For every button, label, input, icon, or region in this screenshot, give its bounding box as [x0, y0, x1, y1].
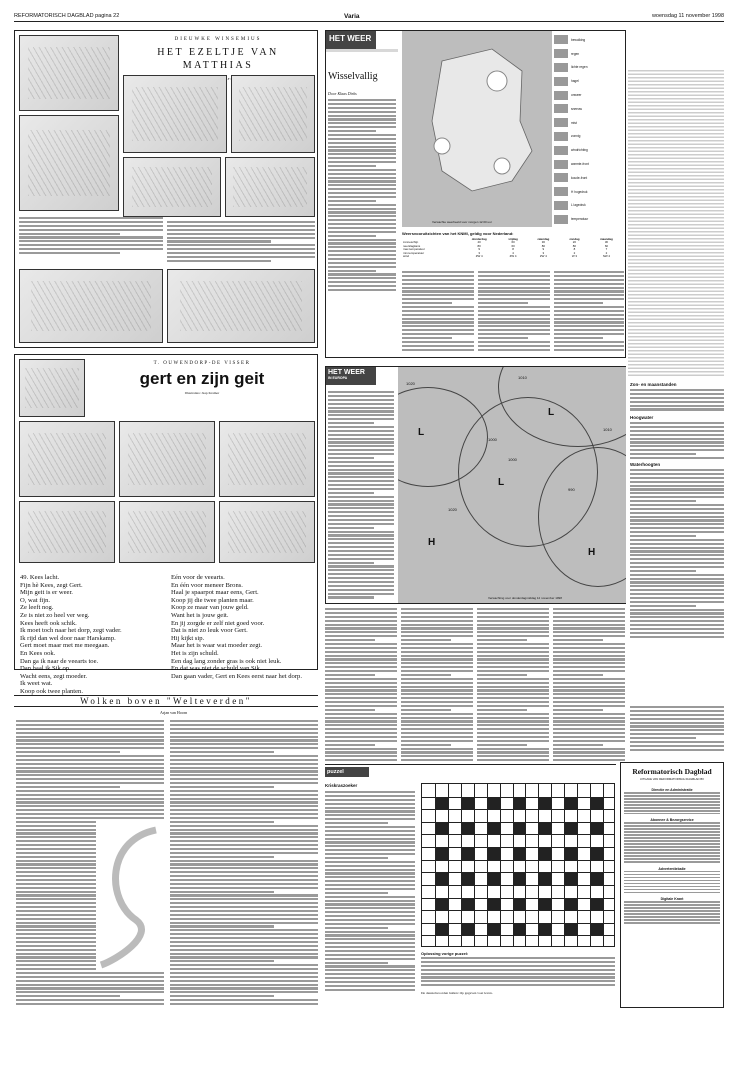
legend-label: bewolking	[571, 37, 586, 42]
legend-label: koude-front	[571, 175, 588, 180]
poem-line: Dat is niet zo leuk voor Gert.	[171, 627, 248, 635]
legend-item	[554, 171, 624, 185]
poem-line: Koop ook twee planten.	[20, 687, 83, 695]
isobar-label: 1020	[406, 381, 415, 386]
weather-symbol-icon	[554, 49, 568, 58]
europe-weather	[325, 366, 626, 604]
poem-line: Ik rijd dan wel door naar Harskamp.	[20, 634, 116, 642]
comic-ezeltje	[14, 30, 318, 348]
comic-panel	[19, 115, 119, 211]
europe-map-caption: Verwachting voor donderdagmiddag 12 november 1998	[488, 596, 562, 600]
comic2-title: gert en zijn geit	[139, 369, 265, 388]
poem-line: Gert moet maar met me meegaan.	[20, 642, 110, 650]
colophon-heading: Advertentiebalie	[658, 866, 686, 871]
answer-footer: De deustelwoorden luiden: Op gegeven voet leven.	[421, 991, 493, 995]
legend-item	[554, 199, 624, 213]
answer-title: Oplossing vorige puzzel:	[421, 951, 469, 956]
sun-title: Zon- en maanstanden	[630, 382, 677, 387]
map-caption: Verwachte weerbeeld voor morgen 12.00 uur	[432, 220, 492, 224]
high-pressure-label: H	[588, 547, 596, 558]
poem-line: Koop jij die twee planten maar.	[171, 596, 254, 604]
comic2-kicker: T. OUWENDORP-DE VISSER	[153, 361, 251, 366]
legend-item	[554, 143, 624, 157]
isobar-label: 990	[568, 487, 575, 492]
legend-label: warmte-front	[571, 162, 589, 167]
weather-symbol-icon	[554, 173, 568, 182]
weather-section	[325, 30, 626, 358]
rainbow-swirl-icon	[96, 820, 164, 970]
colophon	[620, 762, 724, 1008]
story-title: Wolken boven "Welteverden"	[80, 696, 252, 706]
legend-item	[554, 74, 624, 88]
poem-line: Haal je spaarpot maar eens, Gert.	[171, 589, 259, 597]
poem-line: Dan gaan vader, Gert en Kees eerst naar het dorp.	[171, 672, 302, 680]
europe-text	[328, 391, 394, 601]
table-row: max.temperatuur 9 8 9 8 7	[403, 247, 608, 252]
comic-panel	[19, 501, 115, 563]
legend-item	[554, 47, 624, 61]
poem-line: Een dag lang zonder gras is ook niet leuk.	[171, 657, 282, 665]
story-col-2	[170, 720, 318, 1010]
netherlands-weather-map	[402, 31, 552, 227]
poem-line: En jij zorgde er zelf niet goed voor.	[171, 619, 265, 627]
isobar-label: 1010	[518, 375, 527, 380]
weather-symbol-icon	[554, 146, 568, 155]
forecast-table-title: Weersvooruitzichten van het KNMI, geldig voor Nederland:	[402, 231, 514, 236]
europe-weather-map	[398, 367, 626, 603]
poem-line: Ze leeft nog.	[20, 604, 54, 612]
legend-label: L lagedruk	[571, 203, 586, 208]
legend-label: windrichting	[571, 148, 588, 153]
legend-item	[554, 212, 624, 226]
weather-symbol-icon	[554, 160, 568, 169]
weather-text-7	[477, 608, 549, 768]
comic-panel	[19, 35, 119, 111]
legend-label: zonnig	[571, 134, 581, 139]
colophon-heading: Abonnee & Bezorgservice	[650, 818, 694, 823]
poem-line: Maar het is waar wat moeder zegt.	[171, 642, 262, 650]
weather-text-5	[325, 608, 397, 768]
header-date: woensdag 11 november 1998	[651, 13, 724, 19]
poem-line: Koop ze maar van jouw geld.	[171, 604, 249, 612]
comic-panel	[19, 269, 163, 343]
comic-panel	[167, 269, 315, 343]
poem-line: Wacht eens, zegt moeder.	[20, 672, 88, 680]
poem-line: Ik moet toch naar het dorp, zegt vader.	[20, 627, 122, 635]
europe-logo-text: HET WEER	[328, 369, 365, 376]
weather-logo: HET WEER	[326, 31, 376, 49]
legend-item	[554, 185, 624, 199]
legend-item	[554, 116, 624, 130]
weather-text-6	[401, 608, 473, 768]
table-row: wind ZW 4 ZW 4 ZW 4 W 3 NW 4	[403, 254, 611, 259]
city-temperature-table	[628, 68, 724, 378]
legend-label: temperatuur	[571, 217, 589, 222]
isobar-label: 1010	[603, 427, 612, 432]
low-pressure-label: L	[418, 427, 425, 438]
poem-line: Fijn hè Kees, zegt Gert.	[20, 581, 83, 589]
comic-panel	[219, 421, 315, 497]
comic-panel	[219, 501, 315, 563]
europe-logo	[326, 367, 376, 385]
weather-byline: Door Klaas Dirks	[328, 91, 357, 96]
poem-left	[20, 574, 168, 696]
section-title: Varia	[344, 13, 360, 20]
crossword-grid[interactable]	[421, 783, 615, 947]
story-header	[14, 695, 318, 707]
legend-label: regen	[571, 51, 580, 56]
low-pressure-label: L	[498, 477, 505, 488]
comic-panel	[119, 501, 215, 563]
table-row: neerslagkans 80 60 80 80 60	[403, 243, 609, 248]
legend-item	[554, 88, 624, 102]
puzzle-label: puzzel	[325, 767, 369, 777]
legend-item	[554, 61, 624, 75]
weather-title: Wisselvallig	[328, 71, 378, 82]
weather-symbol-icon	[554, 215, 568, 224]
colophon-heading: Directie en Administratie	[651, 788, 693, 792]
poem-line: O, wat fijn.	[20, 596, 51, 604]
isobar-label: 1000	[488, 437, 497, 442]
weather-symbol-icon	[554, 104, 568, 113]
legend-item	[554, 130, 624, 144]
poem-line: Eén voor de veearts.	[171, 574, 225, 581]
weather-text-9	[630, 706, 724, 754]
poem-line: Want het is jouw geit.	[171, 611, 229, 619]
isobar-label: 1020	[448, 507, 457, 512]
low-pressure-label: L	[548, 407, 555, 418]
legend-label: hagel	[571, 79, 579, 84]
colophon-sub: UITGAVE VAN REFORMATORISCH DAGBLAD BV	[639, 777, 705, 781]
poem-line: 49. Kees lacht.	[20, 574, 60, 581]
legend-label: onweer	[571, 93, 582, 98]
puzzle-subtitle: Kriskraszoeker	[325, 783, 358, 788]
hoogwater-title: Hoogwater	[630, 415, 654, 420]
legend-item	[554, 33, 624, 47]
table-row: min.temperatuur 3 4 3 2 2	[403, 250, 608, 255]
weather-text	[328, 99, 396, 295]
legend-label: mist	[571, 120, 577, 125]
comic-panel	[19, 421, 115, 497]
answer-text	[421, 957, 615, 989]
header-left: REFORMATORISCH DAGBLAD pagina 22	[14, 13, 120, 19]
forecast-table	[402, 238, 624, 259]
comic-panel	[123, 75, 227, 153]
poem-line: Hij kijkt sip.	[171, 634, 205, 642]
poem-line: En Kees ook.	[20, 649, 56, 657]
weather-symbol-icon	[554, 118, 568, 127]
comic-panel	[19, 359, 85, 417]
comic-panel	[119, 421, 215, 497]
poem-line: Ik weet wat.	[20, 680, 53, 688]
weather-symbol-icon	[554, 91, 568, 100]
puzzle-section	[325, 764, 616, 994]
europe-logo-sub: IN EUROPA	[328, 376, 348, 380]
waterhoogten-title: Waterhoogten	[630, 462, 661, 467]
poem-line: Mijn geit is er weer.	[20, 589, 73, 597]
poem-right	[171, 574, 317, 680]
story-author: Arjan van Hoorn	[160, 710, 188, 715]
comic-panel	[225, 157, 315, 217]
weather-legend	[554, 33, 624, 226]
comic2-credit: Illustraties: Jaap Kramer	[184, 391, 220, 395]
comic-title: HET EZELTJE VAN MATTHIAS	[157, 47, 279, 71]
comic-panel	[123, 157, 221, 217]
colophon-heading: Digitale Krant	[660, 897, 684, 902]
poem-line: Ze is niet zo heel ver weg.	[20, 611, 90, 619]
weather-symbol-icon	[554, 132, 568, 141]
table-row: zonneschijn 40 60 30 20 30	[403, 240, 609, 245]
weather-text-4	[554, 271, 624, 355]
weather-symbol-icon	[554, 35, 568, 44]
weather-symbol-icon	[554, 187, 568, 196]
weather-text-2	[402, 271, 474, 355]
comic-kicker: DIEUWKE WINSEMIUS	[174, 37, 262, 42]
poem-line: Dan haal ik Sik op.	[20, 665, 71, 673]
legend-label: sneeuw	[571, 106, 582, 111]
poem-line: En dat was niet de schuld van Sik.	[171, 665, 262, 673]
comic-panel	[231, 75, 315, 153]
poem-line: Dan ga ik naar de veearts toe.	[20, 657, 99, 665]
weather-symbol-icon	[554, 201, 568, 210]
poem-line: Het is zijn schuld.	[171, 649, 219, 657]
colophon-title: Reformatorisch Dagblad	[632, 767, 712, 776]
comic2-title-block	[89, 361, 315, 395]
legend-item	[554, 102, 624, 116]
weather-text-8	[553, 608, 625, 768]
puzzle-clues	[325, 791, 415, 1001]
story-figure	[96, 820, 164, 970]
table-row: donderdag vrijdag zaterdag zondag maandag	[471, 237, 613, 241]
legend-item	[554, 157, 624, 171]
poem-line: En één voor meneer Brons.	[171, 581, 243, 589]
legend-label: H hogedruk	[571, 189, 588, 194]
page-header	[14, 12, 724, 22]
high-pressure-label: H	[428, 537, 436, 548]
legend-label: lichte regen	[571, 65, 588, 70]
weather-symbol-icon	[554, 63, 568, 72]
sun-water-column	[630, 382, 724, 722]
poem-line: Kees heeft ook schik.	[20, 619, 77, 627]
weather-symbol-icon	[554, 77, 568, 86]
isobar-label: 1000	[508, 457, 517, 462]
weather-text-3	[478, 271, 550, 355]
